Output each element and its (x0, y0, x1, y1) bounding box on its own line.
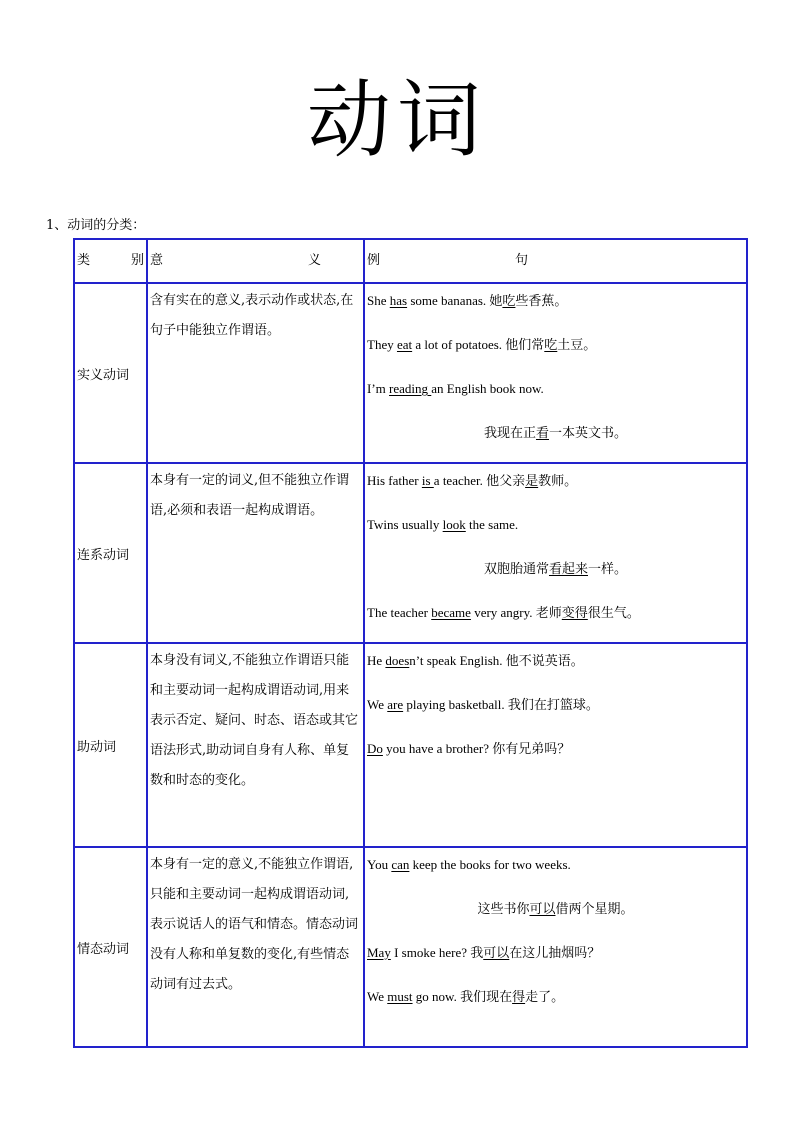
example-text: 土豆。 (557, 337, 597, 352)
example-text: We (367, 989, 388, 1004)
example-text: go now. 我们现在 (412, 989, 513, 1004)
example-sentence (367, 980, 744, 1024)
header-meaning-char-1: 意 (150, 253, 164, 268)
example-text: The teacher (367, 605, 432, 620)
example-verb: has (389, 293, 408, 308)
header-meaning (147, 239, 364, 283)
page-title: 动词 (306, 71, 487, 169)
example-sentence (367, 688, 744, 732)
example-sentence (367, 596, 744, 640)
example-verb: must (387, 989, 413, 1004)
row-examples-cell (364, 643, 747, 847)
example-text: I’m (367, 381, 390, 396)
example-verb-cn: 看 (535, 425, 549, 440)
example-sentence (367, 284, 744, 328)
row-meaning-cell (147, 283, 364, 463)
table-row (74, 463, 747, 643)
example-text: We (367, 697, 388, 712)
table-row (74, 643, 747, 847)
header-category-char-1: 类 (77, 253, 91, 268)
example-text: 一样。 (588, 561, 628, 576)
example-text: playing basketball. 我们在打篮球。 (403, 697, 599, 712)
example-text: 在这儿抽烟吗？ (509, 945, 601, 960)
example-verb: May (367, 945, 391, 960)
row-category: 情态动词 (74, 847, 147, 1047)
example-verb-cn: 得 (512, 989, 526, 1004)
example-verb: reading (389, 381, 432, 396)
row-category: 助动词 (74, 643, 147, 847)
example-text: I smoke here? 我 (390, 945, 484, 960)
example-sentence (367, 464, 744, 508)
example-verb: does (385, 653, 410, 668)
example-text: Twins usually (367, 517, 443, 532)
table-header-row (74, 239, 747, 283)
row-meaning: 本身有一定的词义,但不能独立作谓语,必须和表语一起构成谓语。 (150, 473, 350, 518)
example-text: 这些书你 (477, 901, 530, 916)
example-verb: Do (367, 741, 383, 756)
example-text: some bananas. 她 (407, 293, 503, 308)
example-translation (367, 416, 744, 460)
example-text: 些香蕉。 (515, 293, 568, 308)
example-verb: can (391, 857, 410, 872)
example-sentence (367, 508, 744, 552)
row-meaning: 本身有一定的意义,不能独立作谓语,只能和主要动词一起构成谓语动词,表示说话人的语气和情态。情态动词没有人称和单复数的变化,有些情态动词有过去式。 (150, 857, 359, 992)
example-text: 教师。 (538, 473, 578, 488)
row-meaning: 本身没有词义,不能独立作谓语只能和主要动词一起构成谓语动词,用来表示否定、疑问、时态、语态或其它语法形式,助动词自身有人称、单复数和时态的变化。 (150, 653, 359, 788)
example-verb-cn: 吃 (502, 293, 516, 308)
example-translation (367, 892, 744, 936)
example-text: 走了。 (525, 989, 565, 1004)
example-verb-cn: 可以 (483, 945, 510, 960)
example-verb: look (442, 517, 466, 532)
example-text: a teacher. 他父亲 (433, 473, 526, 488)
row-meaning-cell (147, 847, 364, 1047)
example-verb: became (431, 605, 471, 620)
example-verb-cn: 可以 (529, 901, 556, 916)
row-meaning-cell (147, 643, 364, 847)
example-sentence (367, 644, 744, 688)
example-text: 双胞胎通常 (483, 561, 549, 576)
example-text: 一本英文书。 (549, 425, 628, 440)
example-verb-cn: 是 (525, 473, 539, 488)
header-example (364, 239, 747, 283)
example-sentence (367, 732, 744, 776)
row-examples-cell (364, 463, 747, 643)
example-verb: is (421, 473, 434, 488)
example-text: 借两个星期。 (555, 901, 634, 916)
example-text: an English book now. (431, 381, 544, 396)
table-row (74, 283, 747, 463)
example-verb: eat (396, 337, 413, 352)
example-verb-cn: 变得 (561, 605, 588, 620)
example-translation (367, 552, 744, 596)
example-verb-cn: 看起来 (548, 561, 588, 576)
row-category: 实义动词 (74, 283, 147, 463)
example-text: You (367, 857, 392, 872)
header-example-char-2: 句 (515, 253, 529, 268)
row-category: 连系动词 (74, 463, 147, 643)
example-sentence (367, 848, 744, 892)
header-category (74, 239, 147, 283)
example-text: She (367, 293, 390, 308)
example-text: you have a brother? 你有兄弟吗？ (382, 741, 571, 756)
example-text: n’t speak English. 他不说英语。 (409, 653, 584, 668)
example-text: 我现在正 (483, 425, 536, 440)
example-text: keep the books for two weeks. (409, 857, 571, 872)
table-row (74, 847, 747, 1047)
example-text: very angry. 老师 (470, 605, 562, 620)
example-verb: are (387, 697, 404, 712)
row-meaning-cell (147, 463, 364, 643)
example-sentence (367, 936, 744, 980)
example-text: 很生气。 (587, 605, 640, 620)
example-text: a lot of potatoes. 他们常 (412, 337, 545, 352)
header-meaning-char-2: 义 (307, 253, 321, 268)
row-meaning: 含有实在的意义,表示动作或状态,在句子中能独立作谓语。 (150, 293, 354, 338)
row-examples-cell (364, 283, 747, 463)
example-sentence (367, 328, 744, 372)
header-example-char-1: 例 (367, 253, 381, 268)
example-text: They (367, 337, 397, 352)
row-examples-cell (364, 847, 747, 1047)
example-text: the same. (465, 517, 519, 532)
example-text: He (367, 653, 386, 668)
header-category-char-2: 别 (130, 253, 144, 268)
example-verb-cn: 吃 (544, 337, 558, 352)
example-sentence (367, 372, 744, 416)
verb-classification-table (73, 238, 748, 1048)
example-text: His father (367, 473, 422, 488)
section-heading: 1、动词的分类： (46, 218, 146, 233)
